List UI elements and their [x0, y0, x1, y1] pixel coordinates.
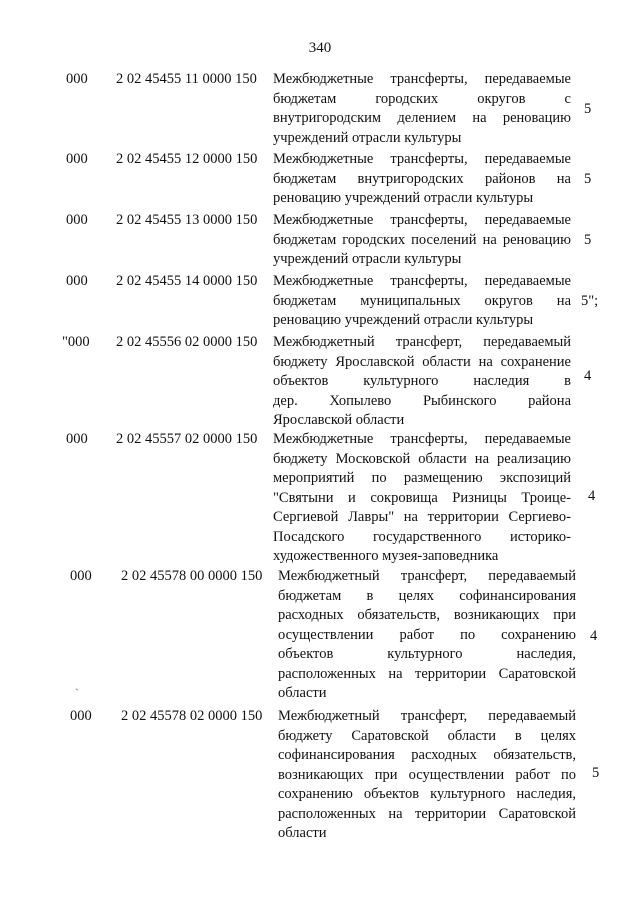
description-line: возникающих при осуществлении работ по — [278, 766, 576, 783]
kbk-code: 2 02 45455 11 0000 150 — [116, 71, 257, 87]
description-line: учреждений отрасли культуры — [273, 251, 462, 267]
kbk-code: 2 02 45556 02 0000 150 — [116, 334, 258, 350]
description-line: бюджету Московской области на реализацию — [273, 450, 571, 467]
description — [273, 272, 571, 331]
value-cell: 5 — [584, 101, 592, 117]
value-cell: 5 — [584, 232, 592, 248]
admin-code: 000 — [66, 212, 88, 228]
admin-code: "000 — [62, 334, 90, 350]
description-line: объектов культурного наследия, — [278, 646, 576, 662]
kbk-code: 2 02 45455 12 0000 150 — [116, 151, 258, 167]
kbk-code: 2 02 45557 02 0000 150 — [116, 431, 258, 447]
description — [278, 707, 576, 844]
admin-code: 000 — [70, 708, 92, 724]
description-line: бюджету Саратовской области в целях — [278, 727, 576, 744]
description-line: "Святыни и сокровища Ризницы Троице- — [273, 489, 571, 506]
description — [273, 333, 571, 431]
description-line: Межбюджетные трансферты, передаваемые — [273, 71, 571, 87]
admin-code: 000 — [66, 71, 88, 87]
description — [273, 211, 571, 270]
description-line: Межбюджетный трансферт, передаваемый — [278, 568, 576, 584]
description-line: мероприятий по размещению экспозиций — [273, 470, 571, 486]
description-line: осуществлении работ по сохранению — [278, 626, 576, 643]
description-line: области — [278, 685, 327, 701]
value-cell: 4 — [588, 488, 596, 504]
kbk-code: 2 02 45455 13 0000 150 — [116, 212, 258, 228]
value-cell: 5"; — [581, 293, 599, 309]
description-line: Межбюджетные трансферты, передаваемые — [273, 273, 571, 289]
description-line: Межбюджетный трансферт, передаваемый — [278, 708, 576, 724]
page-number: 340 — [308, 40, 332, 56]
description-line: Посадского государственного историко- — [273, 528, 571, 545]
kbk-code: 2 02 45455 14 0000 150 — [116, 273, 258, 289]
description-line: учреждений отрасли культуры — [273, 129, 462, 146]
description-line: бюджетам в целях софинансирования — [278, 587, 576, 604]
description-line: Межбюджетные трансферты, передаваемые — [273, 431, 571, 447]
description — [273, 70, 571, 148]
value-cell: 5 — [584, 171, 592, 187]
admin-code: 000 — [70, 568, 92, 584]
description — [278, 567, 576, 704]
admin-code: 000 — [66, 151, 88, 167]
description-line: дер. Хопылево Рыбинского района — [273, 392, 571, 409]
description-line: Межбюджетный трансферт, передаваемый — [273, 334, 571, 350]
description-line: сохранению объектов культурного наследия, — [278, 786, 576, 802]
description-line: бюджетам муниципальных округов на — [273, 292, 571, 309]
description-line: Межбюджетные трансферты, передаваемые — [273, 212, 571, 228]
description-line: Межбюджетные трансферты, передаваемые — [273, 151, 571, 167]
description-line: бюджетам городских поселений на реновацию — [273, 231, 571, 248]
value-cell: 5 — [592, 765, 600, 781]
value-cell: 4 — [590, 628, 598, 644]
kbk-code: 2 02 45578 00 0000 150 — [121, 568, 263, 584]
description-line: расходных обязательств, возникающих при — [278, 607, 576, 623]
description — [273, 150, 571, 209]
description-line: расположенных на территории Саратовской — [278, 665, 576, 682]
description-line: области — [278, 825, 327, 841]
description-line: бюджетам городских округов с — [273, 90, 571, 107]
description — [273, 430, 571, 567]
description-line: реновацию учреждений отрасли культуры — [273, 312, 534, 328]
description-line: реновацию учреждений отрасли культуры — [273, 190, 534, 206]
description-line: объектов культурного наследия в — [273, 373, 571, 389]
admin-code: 000 — [66, 273, 88, 289]
kbk-code: 2 02 45578 02 0000 150 — [121, 708, 263, 724]
description-line: бюджету Ярославской области на сохранение — [273, 353, 571, 370]
description-line: Сергиевой Лавры" на территории Сергиево- — [273, 509, 571, 525]
description-line: художественного музея-заповедника — [273, 548, 499, 564]
description-line: софинансирования расходных обязательств, — [278, 747, 576, 763]
value-cell: 4 — [584, 368, 592, 384]
description-line: Ярославской области — [273, 412, 405, 428]
scan-artifact-mark: ˎ — [75, 677, 79, 691]
admin-code: 000 — [66, 431, 88, 447]
description-line: внутригородским делением на реновацию — [273, 110, 571, 126]
description-line: бюджетам внутригородских районов на — [273, 170, 571, 187]
description-line: расположенных на территории Саратовской — [278, 805, 576, 822]
